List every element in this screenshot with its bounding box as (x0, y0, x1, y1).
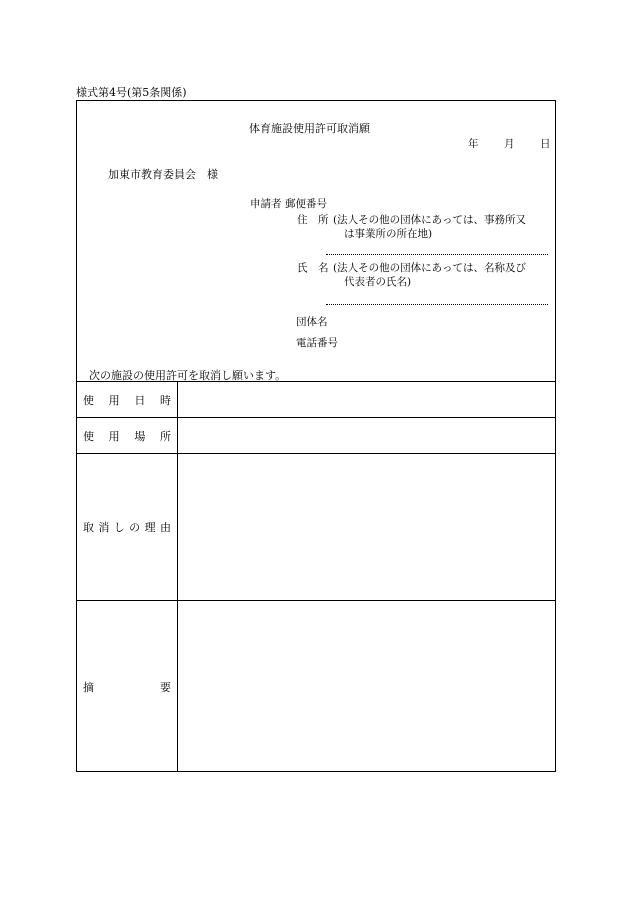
label-remarks (83, 679, 171, 695)
label-usage-date (83, 392, 171, 408)
char: 用 (108, 430, 120, 443)
date-day: 日 (540, 138, 551, 150)
name-line[interactable] (326, 304, 548, 305)
date-month: 月 (504, 138, 515, 150)
char: の (129, 521, 141, 534)
char: 要 (160, 681, 171, 694)
char: 摘 (83, 681, 94, 694)
char: 使 (83, 430, 94, 443)
char: 日 (134, 394, 146, 407)
address-line[interactable] (326, 254, 548, 255)
form-number: 様式第4号(第5条関係) (76, 86, 187, 99)
cancel-reason-field[interactable] (178, 454, 556, 600)
char: 理 (144, 521, 156, 534)
char: 取 (83, 521, 94, 534)
label-cancel-reason (83, 519, 171, 535)
remarks-field[interactable] (178, 601, 556, 771)
postal-code-label: 郵便番号 (285, 198, 327, 210)
address-note-line2: は事業所の所在地) (344, 228, 433, 240)
address-note-line1: (法人その他の団体にあっては、事務所又 (333, 214, 526, 226)
request-text: 次の施設の使用許可を取消し願います。 (89, 369, 287, 382)
name-note-line2: 代表者の氏名) (344, 276, 412, 288)
application-form (76, 100, 556, 772)
address-label: 住 所 (297, 214, 329, 226)
char: 使 (83, 394, 94, 407)
usage-place-field[interactable] (178, 418, 556, 453)
char: 消 (98, 521, 110, 534)
phone-label: 電話番号 (296, 337, 338, 349)
char: し (113, 521, 125, 534)
label-usage-place (83, 428, 171, 444)
applicant-label: 申請者 (250, 198, 282, 210)
char: 所 (159, 430, 171, 443)
char: 時 (159, 394, 171, 407)
name-label: 氏 名 (297, 262, 329, 274)
date-year: 年 (468, 138, 479, 150)
char: 由 (159, 521, 171, 534)
form-title: 体育施設使用許可取消願 (249, 122, 370, 135)
name-note-line1: (法人その他の団体にあっては、名称及び (333, 262, 526, 274)
group-name-label: 団体名 (296, 316, 328, 328)
char: 場 (134, 430, 146, 443)
char: 用 (108, 394, 120, 407)
usage-date-field[interactable] (178, 382, 556, 417)
addressee: 加東市教育委員会 様 (108, 168, 218, 181)
